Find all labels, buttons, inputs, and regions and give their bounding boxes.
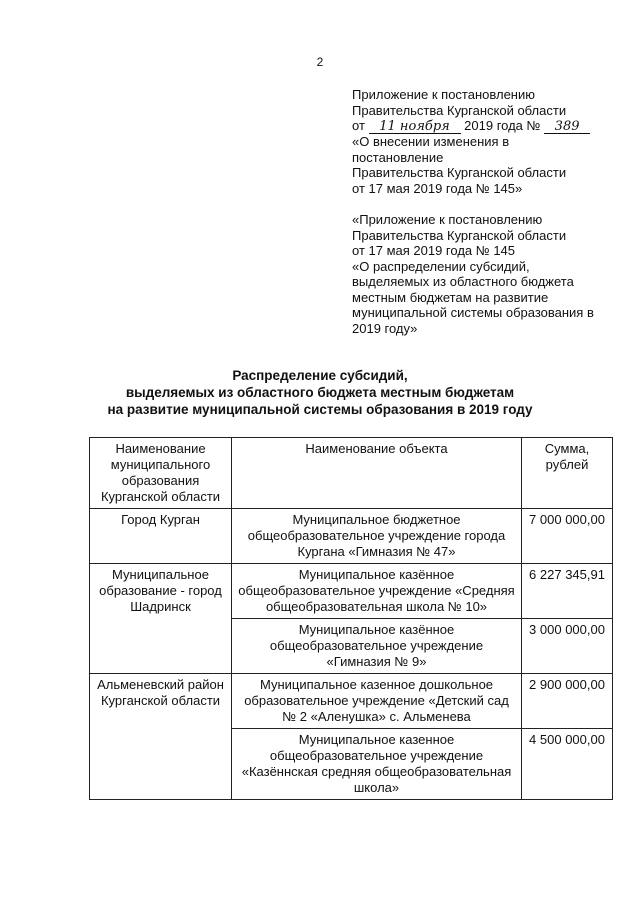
object-cell: Муниципальное бюджетное общеобразовательное учреждение города Кургана «Гимназия № 47»	[232, 509, 522, 564]
appendix-line: Приложение к постановлению	[352, 87, 535, 102]
sum-cell: 7 000 000,00	[522, 509, 613, 564]
appendix-line: 2019 году»	[352, 320, 418, 336]
page-number: 2	[316, 55, 324, 69]
handwritten-date: 11 ноября	[369, 120, 461, 134]
municipality-cell: Муниципальное образование - город Шадринск	[90, 564, 232, 674]
appendix-line: Правительства Курганской области	[352, 102, 567, 118]
sum-cell: 4 500 000,00	[522, 729, 613, 800]
appendix-line: местным бюджетам на развитие	[352, 289, 549, 305]
appendix-date-line	[352, 118, 622, 134]
appendix-line: «О внесении изменения в	[352, 134, 510, 149]
table-header-row	[90, 438, 613, 509]
sum-cell: 3 000 000,00	[522, 619, 613, 674]
appendix-line: постановление	[352, 149, 444, 165]
appendix-line: выделяемых из областного бюджета	[352, 274, 574, 289]
original-appendix-header	[352, 212, 622, 336]
object-cell: Муниципальное казенное общеобразовательное учреждение «Казённская средняя общеобразовательная школа»	[232, 729, 522, 800]
date-suffix: 2019 года №	[464, 118, 541, 133]
object-cell: Муниципальное казённое общеобразовательное учреждение «Средняя общеобразовательная школа № 10»	[232, 564, 522, 619]
appendix-line: Правительства Курганской области	[352, 227, 567, 243]
appendix-line: от 17 мая 2019 года № 145	[352, 243, 516, 258]
header-municipality: Наименование муниципального образования Курганской области	[90, 438, 232, 509]
object-cell: Муниципальное казённое общеобразовательное учреждение «Гимназия № 9»	[232, 619, 522, 674]
table-row	[90, 509, 613, 564]
date-prefix: от	[352, 118, 365, 133]
header-object: Наименование объекта	[232, 438, 522, 509]
table-row	[90, 564, 613, 619]
header-sum: Сумма, рублей	[522, 438, 613, 509]
appendix-header	[352, 87, 622, 196]
title-line: Распределение субсидий,	[232, 368, 408, 383]
appendix-line: от 17 мая 2019 года № 145»	[352, 180, 523, 196]
municipality-cell: Альменевский район Курганской области	[90, 674, 232, 800]
object-cell: Муниципальное казенное дошкольное образовательное учреждение «Детский сад № 2 «Аленушка» с. Альменева	[232, 674, 522, 729]
title-line: выделяемых из областного бюджета местным бюджетам	[125, 385, 515, 400]
appendix-line: «Приложение к постановлению	[352, 212, 543, 227]
sum-cell: 2 900 000,00	[522, 674, 613, 729]
title-line: на развитие муниципальной системы образования в 2019 году	[107, 402, 533, 417]
appendix-line: Правительства Курганской области	[352, 165, 567, 180]
appendix-line: муниципальной системы образования в	[352, 305, 594, 320]
appendix-line: «О распределении субсидий,	[352, 258, 530, 274]
table-row	[90, 674, 613, 729]
subsidies-table	[89, 437, 613, 800]
handwritten-number: 389	[544, 120, 590, 134]
municipality-cell: Город Курган	[90, 509, 232, 564]
sum-cell: 6 227 345,91	[522, 564, 613, 619]
document-title	[100, 367, 540, 418]
